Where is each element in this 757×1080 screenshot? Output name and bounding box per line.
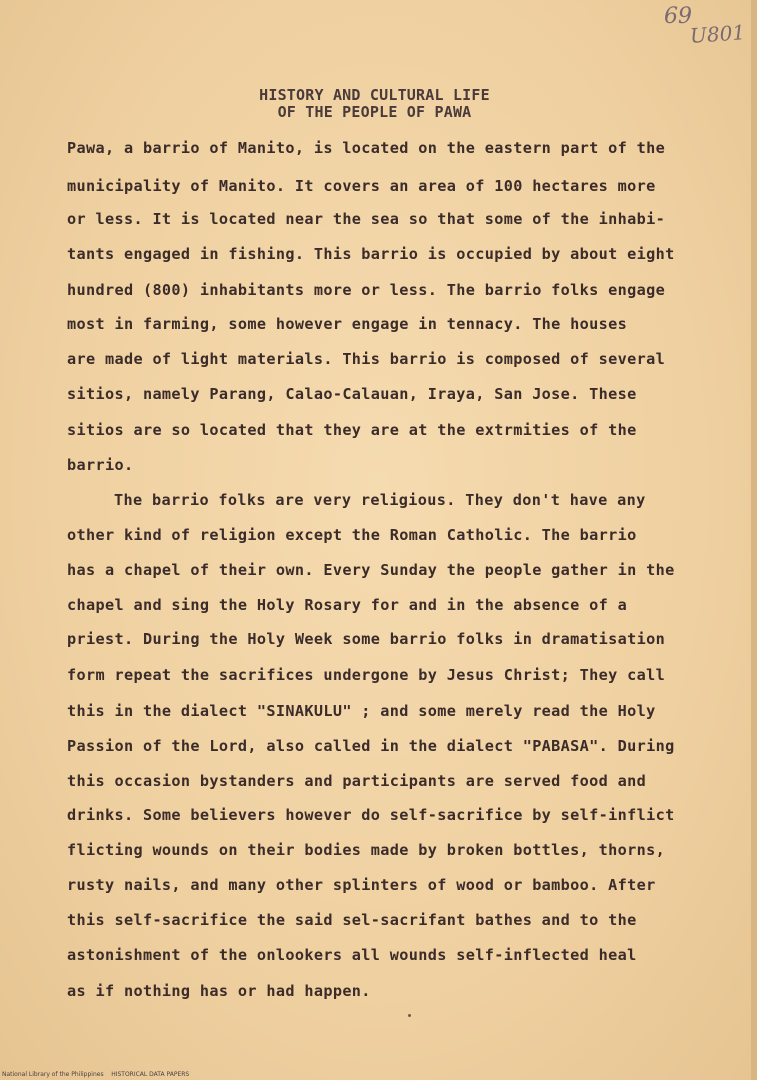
page-edge — [751, 0, 757, 1080]
body-line: barrio. — [67, 456, 134, 474]
body-line: flicting wounds on their bodies made by broken bottles, thorns, — [67, 841, 666, 859]
body-line: drinks. Some believers however do self-sacrifice by self-inflict — [67, 806, 675, 824]
body-line: hundred (800) inhabitants more or less. The barrio folks engage — [67, 281, 666, 299]
body-line: priest. During the Holy Week some barrio folks in dramatisation — [67, 630, 666, 648]
handwritten-code: U801 — [689, 20, 746, 48]
body-line: municipality of Manito. It covers an area of 100 hectares more — [67, 177, 656, 195]
body-line: this in the dialect "SINAKULU" ; and some merely read the Holy — [67, 702, 656, 720]
document-title-line-1: HISTORY AND CULTURAL LIFE — [259, 86, 490, 104]
body-line: Pawa, a barrio of Manito, is located on the eastern part of the — [67, 139, 666, 157]
body-line: astonishment of the onlookers all wounds self-inflected heal — [67, 946, 637, 964]
handwritten-page-number: 69 — [664, 4, 692, 29]
body-line: sitios are so located that they are at the extrmities of the — [67, 421, 637, 439]
document-title-line-2: OF THE PEOPLE OF PAWA — [277, 103, 472, 121]
body-line: most in farming, some however engage in tennacy. The houses — [67, 315, 628, 333]
body-line: this occasion bystanders and participants are served food and — [67, 772, 647, 790]
body-line: Passion of the Lord, also called in the dialect "PABASA". During — [67, 737, 675, 755]
body-line: are made of light materials. This barrio is composed of several — [67, 350, 666, 368]
ink-dot — [408, 1014, 411, 1017]
library-footer: National Library of the Philippines HISTORICAL DATA PAPERS — [2, 1071, 190, 1078]
body-line: rusty nails, and many other splinters of wood or bamboo. After — [67, 876, 656, 894]
body-line: other kind of religion except the Roman Catholic. The barrio — [67, 526, 637, 544]
body-line: sitios, namely Parang, Calao-Calauan, Iraya, San Jose. These — [67, 385, 637, 403]
body-line: as if nothing has or had happen. — [67, 982, 371, 1000]
body-line: The barrio folks are very religious. They don't have any — [114, 491, 646, 509]
body-line: or less. It is located near the sea so that some of the inhabi- — [67, 210, 666, 228]
body-line: has a chapel of their own. Every Sunday the people gather in the — [67, 561, 675, 579]
body-line: chapel and sing the Holy Rosary for and in the absence of a — [67, 596, 628, 614]
body-line: tants engaged in fishing. This barrio is occupied by about eight — [67, 245, 675, 263]
body-line: this self-sacrifice the said sel-sacrifant bathes and to the — [67, 911, 637, 929]
body-line: form repeat the sacrifices undergone by Jesus Christ; They call — [67, 666, 666, 684]
